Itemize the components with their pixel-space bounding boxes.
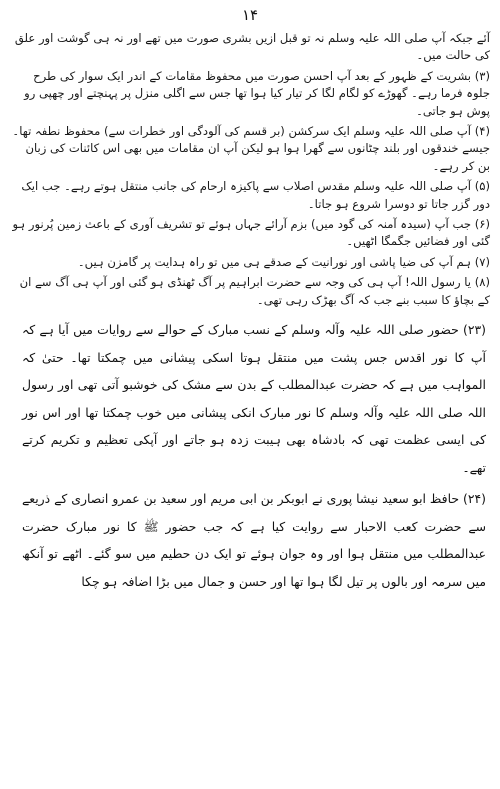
handwritten-translation-section [8, 30, 492, 309]
translation-paragraph-7: (۷) ہم آپ کی ضیا پاشی اور نورانیت کے صدقے ہی میں تو راہ ہدایت پر گامزن ہیں۔ [77, 254, 490, 269]
translation-paragraph-6: (۶) جب آپ (سیدہ آمنہ کی گود میں) بزم آرائے جہاں ہوئے تو تشریف آوری کے باعث زمین پُرنور ہو گئی اور فضائیں جگمگا اٹھیں۔ [12, 217, 490, 249]
translation-paragraph-5: (۵) آپ صلی اللہ علیہ وسلم مقدس اصلاب سے پاکیزہ ارحام کی جانب منتقل ہوتے رہے۔ جب ایک دور گزر جاتا تو دوسرا شروع ہو جاتا۔ [21, 179, 490, 211]
page-number: ۱۴ [241, 6, 259, 24]
narration-paragraph-23: (۲۳) حضور صلی اللہ علیہ وآلہ وسلم کے نسب مبارک کے حوالے سے روایات میں آیا ہے کہ آپ کا نور اقدس جس پشت میں منتقل ہوتا اسکی پیشانی میں چمکتا تھا۔ حتیٰ کہ المواہب میں ہے کہ حضرت عبدالمطلب کے بدن سے مشک کی خوشبو آتی تھی اور رسول اللہ صلی اللہ علیہ وآلہ وسلم کا نور مبارک انکی پیشانی میں خوب چمکتا تھا اور اس نور کی ایسی عظمت تھی کہ بادشاہ بھی ہیبت زدہ ہو جاتے اور آپکی تعظیم و تکریم کرتے تھے۔ [22, 322, 486, 475]
narration-paragraph-24: (۲۴) حافظ ابو سعید نیشا پوری نے ابوبکر بن ابی مریم اور سعید بن عمرو انصاری کے ذریعے سے حضرت کعب الاحبار سے روایت کیا ہے کہ جب حضور ﷺ کا نور مبارک حضرت عبدالمطلب میں منتقل ہوا اور وہ جوان ہوئے تو ایک دن حطیم میں سو گئے۔ اٹھے تو آنکھ میں سرمہ اور بالوں پر تیل لگا ہوا تھا اور حسن و جمال میں بڑا اضافہ ہو چکا [22, 491, 486, 589]
translation-paragraph-3: (۳) بشریت کے ظہور کے بعد آپ احسن صورت میں محفوظ مقامات کے اندر ایک سوار کی طرح جلوہ فرما رہے۔ گھوڑے کو لگام لگا کر تیار کیا ہوا تھا جس سے اگلی منزل پر پہنچتے اور چھپی رو پوش ہو جاتی۔ [24, 68, 490, 118]
translation-paragraph-8: (۸) یا رسول اللہ! آپ ہی کی وجہ سے حضرت ابراہیم پر آگ ٹھنڈی ہو گئی اور آپ ہی آگ سے ان کے بچاؤ کا سبب بنے جب کہ آگ بھڑک رہی تھی۔ [19, 275, 490, 307]
translation-paragraph-4: (۴) آپ صلی اللہ علیہ وسلم ایک سرکشن (بر قسم کی آلودگی اور خطرات سے) محفوظ نطفہ تھا۔ جیسے خندقوں اور بلند چٹانوں سے گھرا ہوا ہو لیکن آپ ان مقامات میں بھی اس کائنات کی زبان بن کر رہے۔ [12, 124, 490, 173]
translation-paragraph-continuation: آئے جبکہ آپ صلی اللہ علیہ وسلم نہ تو قبل ازیں بشری صورت میں تھے اور نہ ہی گوشت اور علق کی حالت میں۔ [14, 31, 490, 63]
narration-section [8, 316, 492, 595]
